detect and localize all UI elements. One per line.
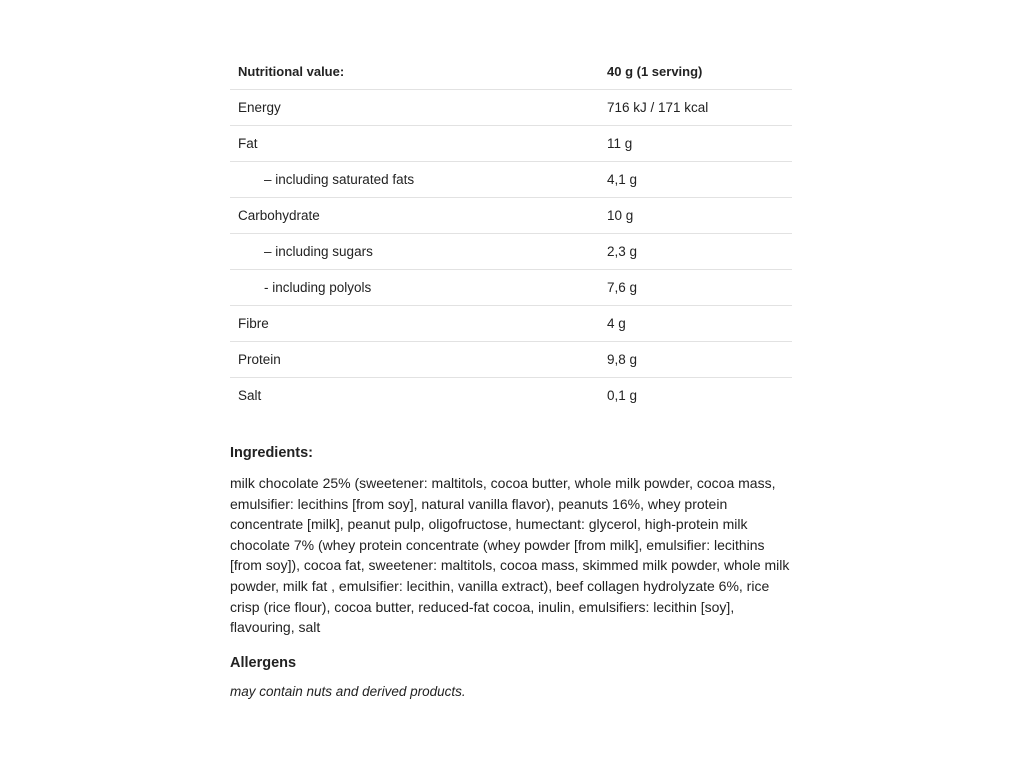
nutrition-row-name: Fat — [230, 126, 599, 162]
nutrition-row-value: 0,1 g — [607, 387, 638, 403]
nutrition-row-salt — [230, 378, 792, 414]
nutrition-row-name: - including polyols — [230, 270, 599, 306]
nutrition-row-name: – including saturated fats — [230, 162, 599, 198]
nutrition-row-name: Salt — [238, 387, 262, 403]
nutrition-row-value: 11 g — [599, 126, 792, 162]
nutrition-row-value: 716 kJ / 171 kcal — [599, 90, 792, 126]
nutrition-row-polyols — [230, 270, 792, 306]
nutrition-row-value: 10 g — [599, 198, 792, 234]
nutrition-row-protein — [230, 342, 792, 378]
nutrition-row-energy — [230, 90, 792, 126]
allergens-text: may contain nuts and derived products. — [230, 683, 466, 699]
nutrition-row-fibre — [230, 306, 792, 342]
nutrition-row-value: 4 g — [599, 306, 792, 342]
ingredients-text: milk chocolate 25% (sweetener: maltitols, cocoa butter, whole milk powder, cocoa mass, emulsifier: lecithins [from soy], natural vanilla flavor), peanuts 16%, whey protein concentrate [milk], peanut pulp, oligofructose, humectant: glycerol, high-protein milk chocolate 7% (whey protein concentrate (whey powder [from milk], emulsifier: lecithins [from soy]), cocoa fat, sweetener: maltitols, cocoa mass, skimmed milk powder, whole milk powder, milk fat , emulsifier: lecithin, vanilla extract), beef collagen hydrolyzate 6%, rice crisp (rice flour), cocoa butter, reduced-fat cocoa, inulin, emulsifiers: lecithin [soy], flavouring, salt — [230, 475, 790, 636]
nutrition-row-saturated-fats — [230, 162, 792, 198]
nutrition-row-name: Protein — [230, 342, 599, 378]
nutrition-row-fat — [230, 126, 792, 162]
nutrition-row-carbohydrate — [230, 198, 792, 234]
nutrition-header-name: Nutritional value: — [230, 54, 599, 90]
product-info — [230, 54, 792, 699]
nutrition-row-name: – including sugars — [230, 234, 599, 270]
nutrition-row-name: Fibre — [230, 306, 599, 342]
nutrition-row-value: 2,3 g — [599, 234, 792, 270]
nutrition-row-value: 9,8 g — [599, 342, 792, 378]
nutrition-row-value: 7,6 g — [599, 270, 792, 306]
nutrition-row-value: 4,1 g — [599, 162, 792, 198]
nutrition-header-row — [230, 54, 792, 90]
nutrition-row-name: Energy — [230, 90, 599, 126]
allergens-heading: Allergens — [230, 654, 297, 671]
ingredients-heading: Ingredients: — [230, 445, 313, 461]
nutrition-header-value: 40 g (1 serving) — [599, 54, 792, 90]
nutrition-row-name: Carbohydrate — [230, 198, 599, 234]
nutrition-row-sugars — [230, 234, 792, 270]
nutrition-table — [230, 54, 792, 413]
